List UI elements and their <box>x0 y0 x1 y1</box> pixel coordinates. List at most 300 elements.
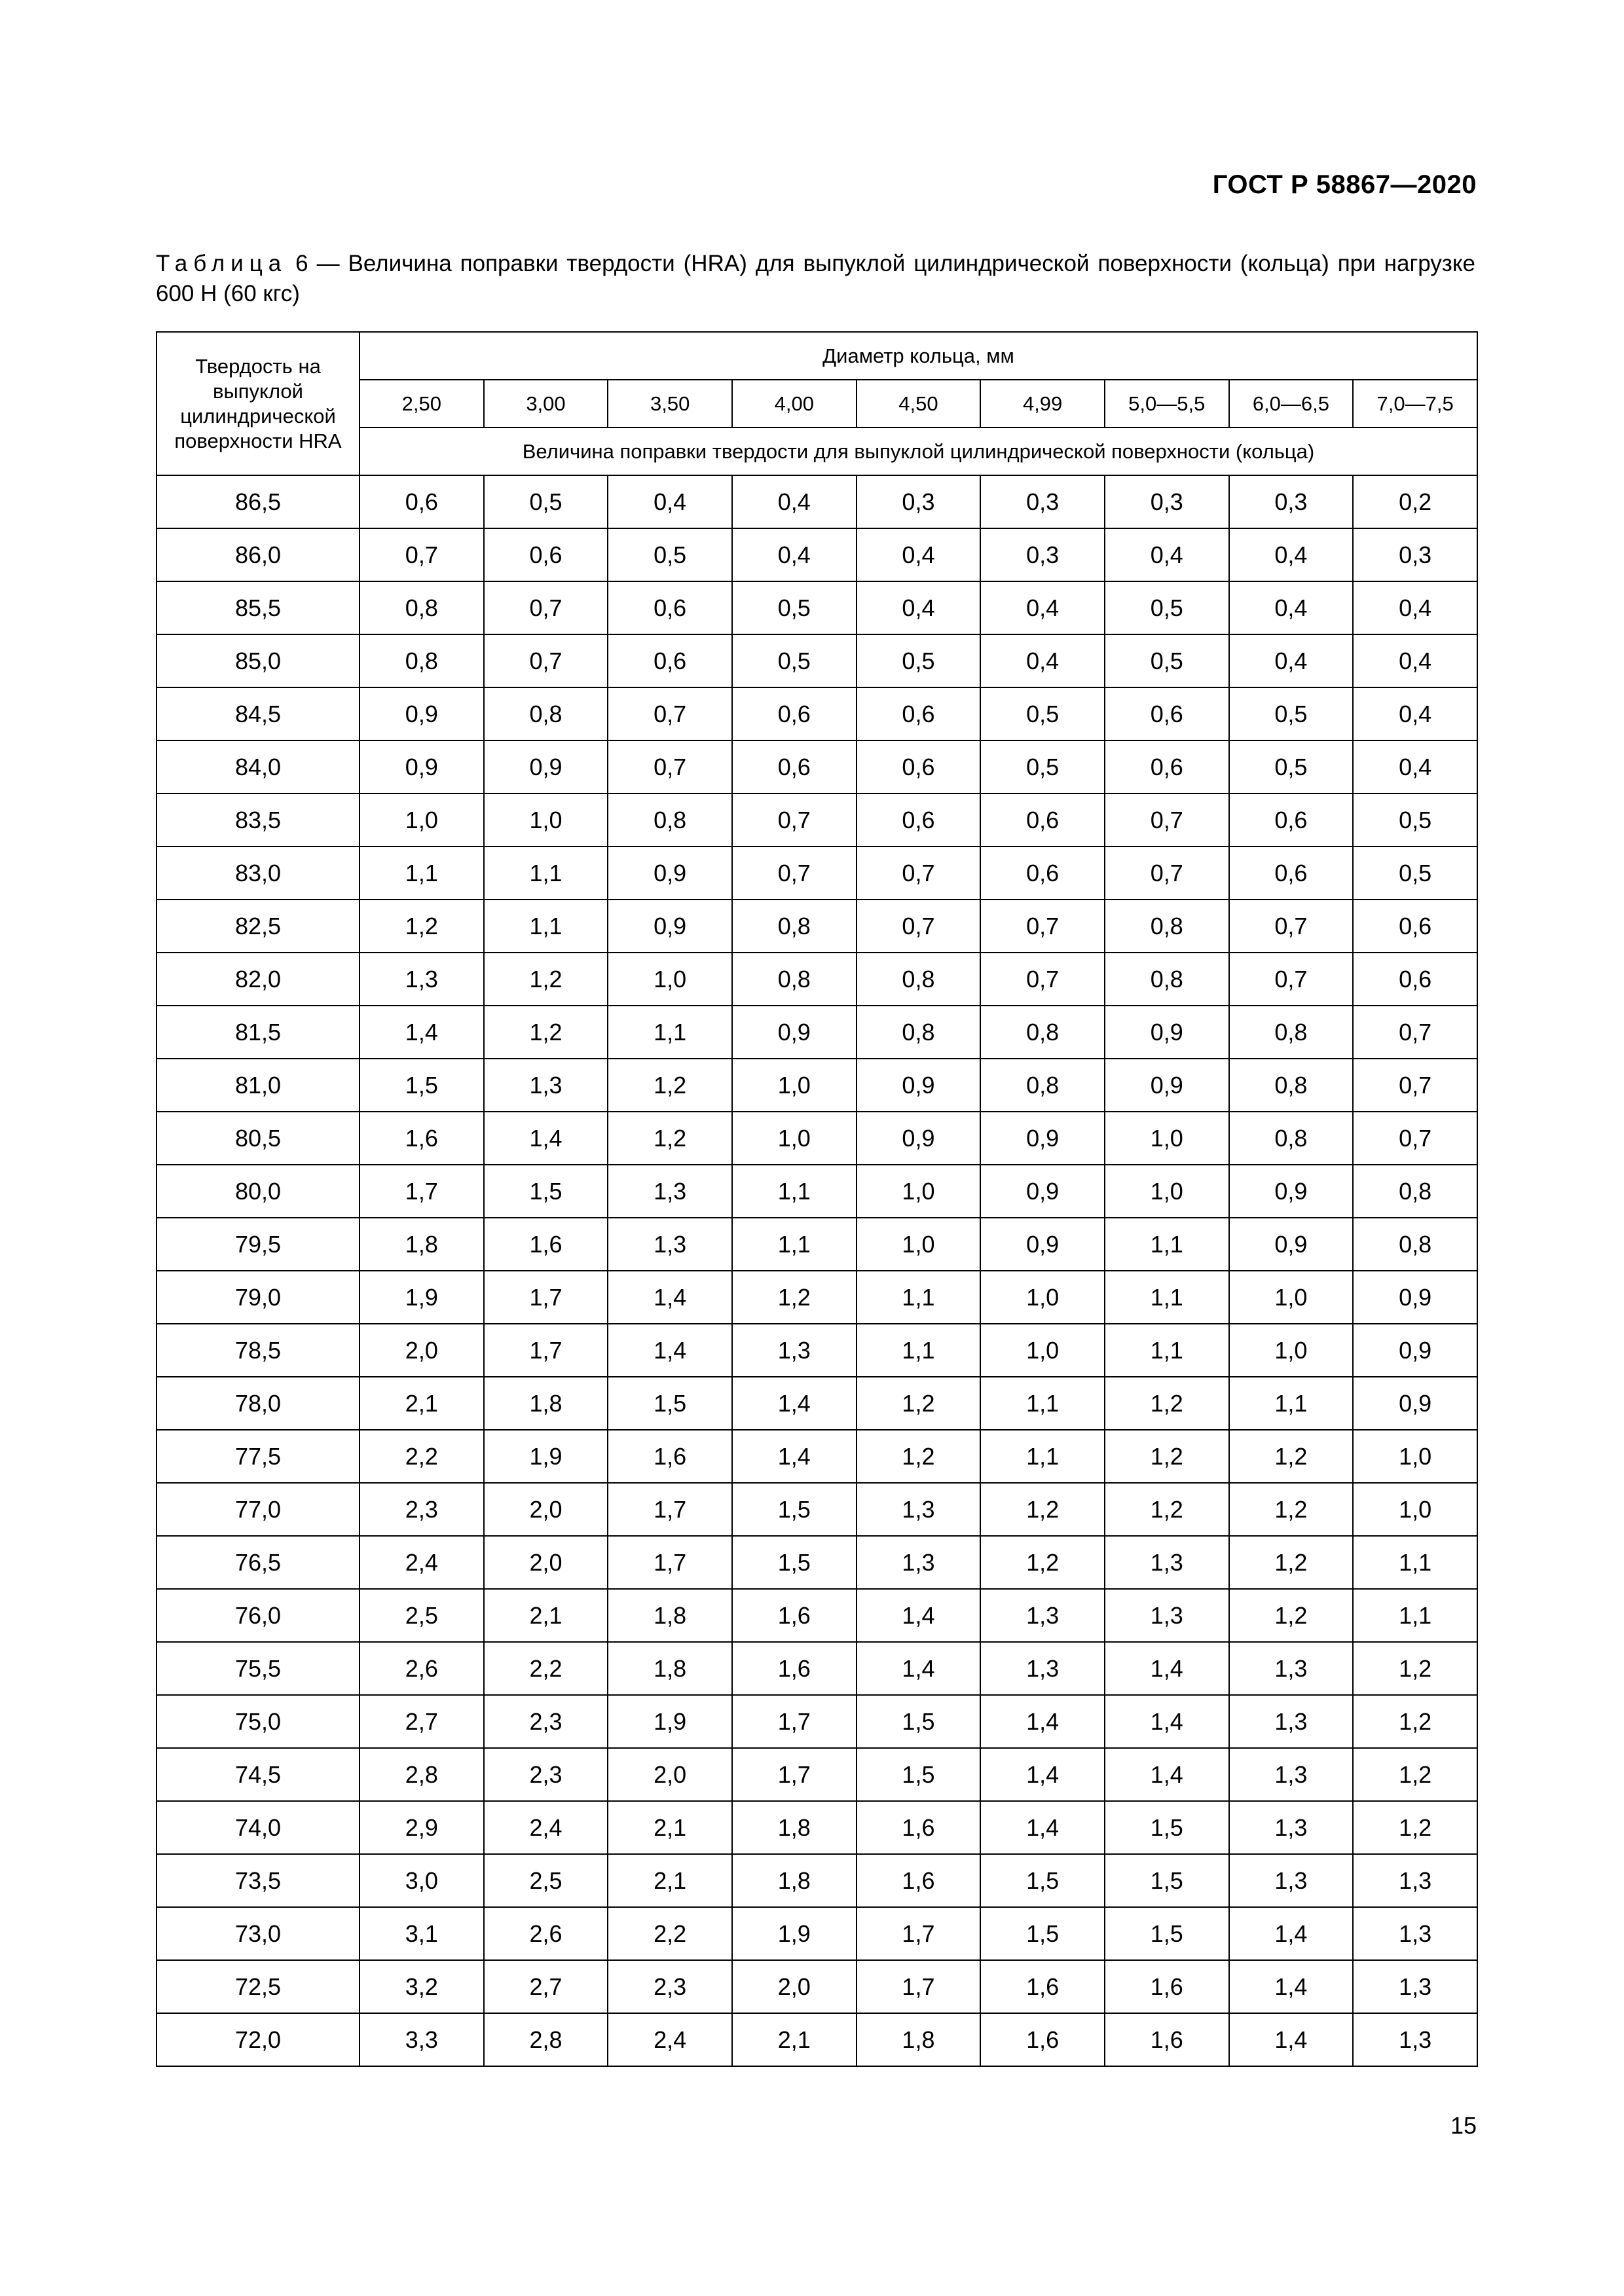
table-row <box>157 634 1477 687</box>
table-row <box>157 1165 1477 1218</box>
correction-value-cell: 0,8 <box>1229 1112 1354 1165</box>
correction-value-cell: 2,1 <box>608 1854 732 1907</box>
correction-value-cell: 2,7 <box>484 1960 608 2013</box>
hardness-cell: 84,5 <box>157 687 360 740</box>
correction-value-cell: 0,8 <box>1229 1059 1354 1112</box>
correction-value-cell: 0,9 <box>1353 1271 1477 1324</box>
correction-value-cell: 1,2 <box>732 1271 857 1324</box>
correction-value-cell: 0,6 <box>608 581 732 634</box>
correction-value-cell: 1,2 <box>1229 1483 1354 1536</box>
correction-value-cell: 0,8 <box>857 1006 981 1059</box>
correction-value-cell: 1,0 <box>1353 1483 1477 1536</box>
correction-value-cell: 0,4 <box>980 634 1105 687</box>
correction-value-cell: 0,6 <box>360 475 484 528</box>
correction-value-cell: 2,5 <box>484 1854 608 1907</box>
correction-value-cell: 0,9 <box>857 1112 981 1165</box>
correction-value-cell: 0,9 <box>484 740 608 793</box>
correction-value-cell: 0,7 <box>857 847 981 900</box>
correction-value-cell: 1,4 <box>732 1430 857 1483</box>
correction-value-cell: 0,5 <box>1353 847 1477 900</box>
correction-value-cell: 1,8 <box>732 1801 857 1854</box>
correction-value-cell: 1,4 <box>980 1695 1105 1748</box>
table-row <box>157 1748 1477 1801</box>
correction-value-cell: 1,2 <box>1105 1483 1229 1536</box>
correction-value-cell: 1,6 <box>857 1801 981 1854</box>
table-row <box>157 1854 1477 1907</box>
correction-value-cell: 0,3 <box>1353 528 1477 581</box>
correction-value-cell: 0,4 <box>980 581 1105 634</box>
correction-value-cell: 1,0 <box>1229 1324 1354 1377</box>
table-row <box>157 1112 1477 1165</box>
correction-value-cell: 0,9 <box>980 1165 1105 1218</box>
correction-value-cell: 0,3 <box>980 528 1105 581</box>
correction-value-cell: 1,1 <box>980 1430 1105 1483</box>
correction-value-cell: 1,8 <box>608 1642 732 1695</box>
correction-value-cell: 0,7 <box>608 687 732 740</box>
correction-value-cell: 0,7 <box>1229 900 1354 953</box>
page-number: 15 <box>1450 2112 1477 2139</box>
correction-value-cell: 0,5 <box>1229 687 1354 740</box>
correction-value-cell: 1,2 <box>980 1536 1105 1589</box>
correction-value-cell: 1,1 <box>857 1324 981 1377</box>
correction-value-cell: 0,5 <box>1105 634 1229 687</box>
correction-value-cell: 1,3 <box>1353 1854 1477 1907</box>
correction-value-cell: 1,6 <box>980 1960 1105 2013</box>
correction-value-cell: 0,6 <box>732 687 857 740</box>
hardness-cell: 78,5 <box>157 1324 360 1377</box>
correction-value-cell: 0,5 <box>1229 740 1354 793</box>
correction-value-cell: 1,0 <box>360 793 484 847</box>
correction-value-cell: 0,5 <box>732 581 857 634</box>
correction-value-cell: 2,3 <box>608 1960 732 2013</box>
hardness-cell: 72,0 <box>157 2013 360 2066</box>
correction-value-cell: 2,0 <box>360 1324 484 1377</box>
correction-value-cell: 1,2 <box>857 1430 981 1483</box>
diameter-header-cell: 3,00 <box>484 380 608 428</box>
correction-value-cell: 0,4 <box>1229 528 1354 581</box>
correction-value-cell: 0,4 <box>1353 687 1477 740</box>
hardness-cell: 82,0 <box>157 953 360 1006</box>
correction-value-cell: 0,4 <box>608 475 732 528</box>
correction-value-cell: 0,6 <box>1229 847 1354 900</box>
correction-value-cell: 1,2 <box>1353 1695 1477 1748</box>
table-row <box>157 953 1477 1006</box>
correction-value-cell: 0,4 <box>1353 634 1477 687</box>
table-row <box>157 1536 1477 1589</box>
correction-value-cell: 0,9 <box>1105 1059 1229 1112</box>
correction-value-cell: 1,9 <box>732 1907 857 1960</box>
correction-value-cell: 1,4 <box>1229 1960 1354 2013</box>
diameter-header-cell: 5,0—5,5 <box>1105 380 1229 428</box>
correction-value-cell: 0,4 <box>1353 581 1477 634</box>
correction-value-cell: 1,1 <box>1105 1324 1229 1377</box>
diameter-header-cell: 7,0—7,5 <box>1353 380 1477 428</box>
correction-value-cell: 2,7 <box>360 1695 484 1748</box>
table-body <box>157 475 1477 2066</box>
hardness-cell: 83,5 <box>157 793 360 847</box>
correction-value-cell: 1,4 <box>360 1006 484 1059</box>
correction-value-cell: 1,1 <box>360 847 484 900</box>
correction-value-cell: 1,5 <box>857 1695 981 1748</box>
correction-value-cell: 0,4 <box>1353 740 1477 793</box>
hardness-cell: 76,0 <box>157 1589 360 1642</box>
correction-value-cell: 1,0 <box>857 1218 981 1271</box>
correction-value-cell: 0,6 <box>732 740 857 793</box>
correction-value-cell: 1,0 <box>857 1165 981 1218</box>
hardness-cell: 75,5 <box>157 1642 360 1695</box>
correction-value-cell: 1,0 <box>980 1324 1105 1377</box>
correction-value-cell: 1,8 <box>732 1854 857 1907</box>
table-row <box>157 581 1477 634</box>
correction-value-cell: 1,4 <box>1105 1642 1229 1695</box>
hardness-cell: 75,0 <box>157 1695 360 1748</box>
row-header-cell: Твердость на выпуклой цилиндрической поверхности HRA <box>157 332 360 475</box>
correction-value-cell: 1,6 <box>980 2013 1105 2066</box>
correction-value-cell: 2,4 <box>608 2013 732 2066</box>
correction-value-cell: 0,7 <box>980 900 1105 953</box>
hardness-cell: 78,0 <box>157 1377 360 1430</box>
values-header: Величина поправки твердости для выпуклой цилиндрической поверхности (кольца) <box>360 428 1477 475</box>
correction-value-cell: 0,6 <box>1353 953 1477 1006</box>
correction-value-cell: 1,3 <box>980 1642 1105 1695</box>
correction-value-cell: 1,4 <box>608 1324 732 1377</box>
correction-value-cell: 1,3 <box>1229 1695 1354 1748</box>
correction-value-cell: 2,2 <box>608 1907 732 1960</box>
table-row <box>157 900 1477 953</box>
diameter-header-cell: 4,99 <box>980 380 1105 428</box>
correction-value-cell: 1,1 <box>1105 1218 1229 1271</box>
correction-value-cell: 2,6 <box>360 1642 484 1695</box>
correction-value-cell: 0,7 <box>732 793 857 847</box>
hardness-cell: 72,5 <box>157 1960 360 2013</box>
correction-value-cell: 0,7 <box>857 900 981 953</box>
correction-value-cell: 1,5 <box>608 1377 732 1430</box>
correction-value-cell: 0,5 <box>1105 581 1229 634</box>
correction-value-cell: 1,7 <box>857 1907 981 1960</box>
correction-value-cell: 1,0 <box>1105 1165 1229 1218</box>
correction-value-cell: 1,3 <box>1229 1854 1354 1907</box>
correction-value-cell: 0,5 <box>608 528 732 581</box>
table-row <box>157 1271 1477 1324</box>
correction-value-cell: 1,0 <box>732 1112 857 1165</box>
correction-value-cell: 2,1 <box>360 1377 484 1430</box>
correction-value-cell: 1,6 <box>732 1589 857 1642</box>
correction-value-cell: 0,6 <box>1353 900 1477 953</box>
correction-value-cell: 1,2 <box>857 1377 981 1430</box>
correction-value-cell: 0,3 <box>980 475 1105 528</box>
hardness-cell: 80,0 <box>157 1165 360 1218</box>
correction-value-cell: 0,6 <box>857 687 981 740</box>
table-row <box>157 475 1477 528</box>
correction-value-cell: 2,1 <box>732 2013 857 2066</box>
correction-value-cell: 0,2 <box>1353 475 1477 528</box>
correction-value-cell: 2,8 <box>360 1748 484 1801</box>
hardness-cell: 81,0 <box>157 1059 360 1112</box>
correction-value-cell: 1,5 <box>857 1748 981 1801</box>
hardness-cell: 85,0 <box>157 634 360 687</box>
correction-value-cell: 2,3 <box>360 1483 484 1536</box>
correction-value-cell: 0,6 <box>857 740 981 793</box>
table-row <box>157 1695 1477 1748</box>
correction-value-cell: 0,9 <box>1229 1165 1354 1218</box>
table-row <box>157 1960 1477 2013</box>
correction-value-cell: 1,4 <box>980 1748 1105 1801</box>
correction-value-cell: 0,9 <box>857 1059 981 1112</box>
correction-value-cell: 1,3 <box>1229 1801 1354 1854</box>
correction-value-cell: 1,1 <box>1353 1536 1477 1589</box>
correction-value-cell: 0,6 <box>980 793 1105 847</box>
correction-value-cell: 1,2 <box>1229 1536 1354 1589</box>
correction-value-cell: 1,5 <box>980 1854 1105 1907</box>
hardness-cell: 79,0 <box>157 1271 360 1324</box>
column-group-header: Диаметр кольца, мм <box>360 332 1477 380</box>
correction-value-cell: 1,2 <box>608 1059 732 1112</box>
correction-value-cell: 0,9 <box>360 740 484 793</box>
correction-value-cell: 1,4 <box>732 1377 857 1430</box>
table-row <box>157 1801 1477 1854</box>
correction-value-cell: 1,7 <box>484 1271 608 1324</box>
correction-value-cell: 0,7 <box>484 581 608 634</box>
correction-value-cell: 0,9 <box>608 847 732 900</box>
correction-value-cell: 0,9 <box>1353 1324 1477 1377</box>
correction-value-cell: 2,4 <box>360 1536 484 1589</box>
correction-value-cell: 0,6 <box>484 528 608 581</box>
correction-value-cell: 1,4 <box>857 1642 981 1695</box>
correction-value-cell: 1,1 <box>484 900 608 953</box>
correction-value-cell: 1,3 <box>857 1536 981 1589</box>
table-row <box>157 1430 1477 1483</box>
hardness-correction-table <box>156 331 1478 2067</box>
correction-value-cell: 2,3 <box>484 1695 608 1748</box>
correction-value-cell: 0,9 <box>1105 1006 1229 1059</box>
correction-value-cell: 1,0 <box>1353 1430 1477 1483</box>
correction-value-cell: 0,8 <box>1229 1006 1354 1059</box>
hardness-cell: 73,5 <box>157 1854 360 1907</box>
correction-value-cell: 1,1 <box>484 847 608 900</box>
correction-value-cell: 0,6 <box>1105 687 1229 740</box>
correction-value-cell: 1,6 <box>360 1112 484 1165</box>
correction-value-cell: 1,1 <box>1105 1271 1229 1324</box>
diameter-header-cell: 2,50 <box>360 380 484 428</box>
correction-value-cell: 1,2 <box>608 1112 732 1165</box>
correction-value-cell: 1,2 <box>1353 1801 1477 1854</box>
correction-value-cell: 1,6 <box>1105 2013 1229 2066</box>
correction-value-cell: 1,1 <box>980 1377 1105 1430</box>
table-row <box>157 2013 1477 2066</box>
table-row <box>157 847 1477 900</box>
correction-value-cell: 0,7 <box>1353 1059 1477 1112</box>
correction-value-cell: 0,4 <box>1229 634 1354 687</box>
hardness-cell: 86,0 <box>157 528 360 581</box>
correction-value-cell: 2,0 <box>608 1748 732 1801</box>
correction-value-cell: 0,6 <box>857 793 981 847</box>
table-caption-text: 6 — Величина поправки твердости (HRA) для выпуклой цилиндрической поверхности (кольца) при нагрузке 600 Н (60 кгс) <box>156 251 1475 306</box>
correction-value-cell: 1,4 <box>608 1271 732 1324</box>
correction-value-cell: 2,9 <box>360 1801 484 1854</box>
hardness-cell: 80,5 <box>157 1112 360 1165</box>
correction-value-cell: 1,0 <box>980 1271 1105 1324</box>
correction-value-cell: 1,8 <box>608 1589 732 1642</box>
correction-value-cell: 1,5 <box>1105 1854 1229 1907</box>
correction-value-cell: 0,8 <box>360 581 484 634</box>
correction-value-cell: 0,5 <box>484 475 608 528</box>
table-row <box>157 687 1477 740</box>
correction-value-cell: 1,3 <box>1353 2013 1477 2066</box>
correction-value-cell: 1,2 <box>1353 1748 1477 1801</box>
correction-value-cell: 0,6 <box>1229 793 1354 847</box>
table-caption <box>156 249 1475 309</box>
correction-value-cell: 0,5 <box>732 634 857 687</box>
correction-value-cell: 1,2 <box>1353 1642 1477 1695</box>
hardness-cell: 77,0 <box>157 1483 360 1536</box>
correction-value-cell: 0,8 <box>608 793 732 847</box>
correction-value-cell: 1,1 <box>732 1218 857 1271</box>
correction-value-cell: 0,7 <box>1229 953 1354 1006</box>
correction-value-cell: 2,0 <box>484 1483 608 1536</box>
hardness-cell: 82,5 <box>157 900 360 953</box>
correction-value-cell: 0,8 <box>732 900 857 953</box>
hardness-cell: 74,0 <box>157 1801 360 1854</box>
correction-value-cell: 1,3 <box>1229 1748 1354 1801</box>
hardness-cell: 83,0 <box>157 847 360 900</box>
diameter-header-cell: 6,0—6,5 <box>1229 380 1354 428</box>
correction-value-cell: 2,3 <box>484 1748 608 1801</box>
correction-value-cell: 3,0 <box>360 1854 484 1907</box>
correction-value-cell: 1,4 <box>1105 1695 1229 1748</box>
correction-value-cell: 0,7 <box>732 847 857 900</box>
correction-value-cell: 0,9 <box>1229 1218 1354 1271</box>
correction-value-cell: 1,2 <box>980 1483 1105 1536</box>
correction-value-cell: 1,6 <box>732 1642 857 1695</box>
correction-value-cell: 1,3 <box>1105 1589 1229 1642</box>
correction-value-cell: 1,0 <box>608 953 732 1006</box>
correction-value-cell: 0,7 <box>980 953 1105 1006</box>
table-row <box>157 1324 1477 1377</box>
table-row <box>157 528 1477 581</box>
correction-value-cell: 1,6 <box>608 1430 732 1483</box>
correction-value-cell: 1,5 <box>1105 1801 1229 1854</box>
hardness-cell: 77,5 <box>157 1430 360 1483</box>
correction-value-cell: 0,4 <box>857 581 981 634</box>
correction-value-cell: 0,9 <box>360 687 484 740</box>
correction-value-cell: 2,0 <box>732 1960 857 2013</box>
correction-value-cell: 1,8 <box>857 2013 981 2066</box>
correction-value-cell: 0,8 <box>980 1059 1105 1112</box>
correction-value-cell: 0,8 <box>1353 1165 1477 1218</box>
correction-value-cell: 0,4 <box>1229 581 1354 634</box>
correction-value-cell: 1,0 <box>732 1059 857 1112</box>
correction-value-cell: 0,7 <box>1105 793 1229 847</box>
correction-value-cell: 0,4 <box>732 475 857 528</box>
correction-value-cell: 1,2 <box>1105 1377 1229 1430</box>
correction-value-cell: 1,1 <box>1229 1377 1354 1430</box>
table-row <box>157 1483 1477 1536</box>
correction-value-cell: 1,3 <box>484 1059 608 1112</box>
correction-value-cell: 1,0 <box>1105 1112 1229 1165</box>
correction-value-cell: 1,3 <box>608 1218 732 1271</box>
correction-value-cell: 1,0 <box>484 793 608 847</box>
correction-value-cell: 1,7 <box>608 1536 732 1589</box>
correction-value-cell: 1,9 <box>484 1430 608 1483</box>
table-row <box>157 1218 1477 1271</box>
correction-value-cell: 1,4 <box>484 1112 608 1165</box>
correction-value-cell: 1,8 <box>360 1218 484 1271</box>
correction-value-cell: 0,9 <box>608 900 732 953</box>
table-row <box>157 1589 1477 1642</box>
correction-value-cell: 1,4 <box>1229 1907 1354 1960</box>
document-code: ГОСТ Р 58867—2020 <box>1212 170 1477 199</box>
correction-value-cell: 0,4 <box>732 528 857 581</box>
correction-value-cell: 1,7 <box>732 1748 857 1801</box>
correction-value-cell: 0,7 <box>1353 1006 1477 1059</box>
correction-value-cell: 1,9 <box>608 1695 732 1748</box>
correction-value-cell: 0,7 <box>484 634 608 687</box>
correction-value-cell: 0,9 <box>1353 1377 1477 1430</box>
table-caption-lead: Таблица <box>156 251 287 276</box>
correction-value-cell: 0,6 <box>608 634 732 687</box>
hardness-cell: 85,5 <box>157 581 360 634</box>
correction-value-cell: 2,4 <box>484 1801 608 1854</box>
correction-value-cell: 0,8 <box>484 687 608 740</box>
correction-value-cell: 1,8 <box>484 1377 608 1430</box>
hardness-cell: 81,5 <box>157 1006 360 1059</box>
correction-value-cell: 0,3 <box>1105 475 1229 528</box>
correction-value-cell: 0,5 <box>1353 793 1477 847</box>
correction-value-cell: 2,6 <box>484 1907 608 1960</box>
correction-value-cell: 2,1 <box>608 1801 732 1854</box>
correction-value-cell: 0,6 <box>1105 740 1229 793</box>
correction-value-cell: 2,5 <box>360 1589 484 1642</box>
hardness-cell: 74,5 <box>157 1748 360 1801</box>
correction-value-cell: 0,6 <box>980 847 1105 900</box>
correction-value-cell: 1,5 <box>732 1483 857 1536</box>
correction-value-cell: 3,2 <box>360 1960 484 2013</box>
table-row <box>157 740 1477 793</box>
correction-value-cell: 0,8 <box>980 1006 1105 1059</box>
correction-value-cell: 2,1 <box>484 1589 608 1642</box>
correction-value-cell: 1,2 <box>1105 1430 1229 1483</box>
correction-value-cell: 1,6 <box>484 1218 608 1271</box>
table-row <box>157 1377 1477 1430</box>
correction-value-cell: 1,3 <box>857 1483 981 1536</box>
correction-value-cell: 1,3 <box>360 953 484 1006</box>
correction-value-cell: 1,6 <box>857 1854 981 1907</box>
correction-value-cell: 0,5 <box>980 740 1105 793</box>
correction-value-cell: 0,8 <box>1105 953 1229 1006</box>
correction-value-cell: 0,7 <box>608 740 732 793</box>
correction-value-cell: 1,5 <box>1105 1907 1229 1960</box>
correction-value-cell: 1,1 <box>732 1165 857 1218</box>
correction-value-cell: 3,3 <box>360 2013 484 2066</box>
correction-value-cell: 1,2 <box>360 900 484 953</box>
correction-value-cell: 1,2 <box>484 1006 608 1059</box>
correction-value-cell: 1,2 <box>1229 1589 1354 1642</box>
correction-value-cell: 1,9 <box>360 1271 484 1324</box>
hardness-cell: 73,0 <box>157 1907 360 1960</box>
correction-value-cell: 1,3 <box>1353 1960 1477 2013</box>
correction-value-cell: 1,1 <box>857 1271 981 1324</box>
correction-value-cell: 2,0 <box>484 1536 608 1589</box>
correction-value-cell: 0,4 <box>1105 528 1229 581</box>
correction-value-cell: 1,1 <box>1353 1589 1477 1642</box>
correction-value-cell: 1,3 <box>732 1324 857 1377</box>
hardness-cell: 84,0 <box>157 740 360 793</box>
table-row <box>157 1907 1477 1960</box>
correction-value-cell: 1,3 <box>1353 1907 1477 1960</box>
correction-value-cell: 1,2 <box>484 953 608 1006</box>
correction-value-cell: 0,8 <box>1105 900 1229 953</box>
correction-value-cell: 2,2 <box>484 1642 608 1695</box>
